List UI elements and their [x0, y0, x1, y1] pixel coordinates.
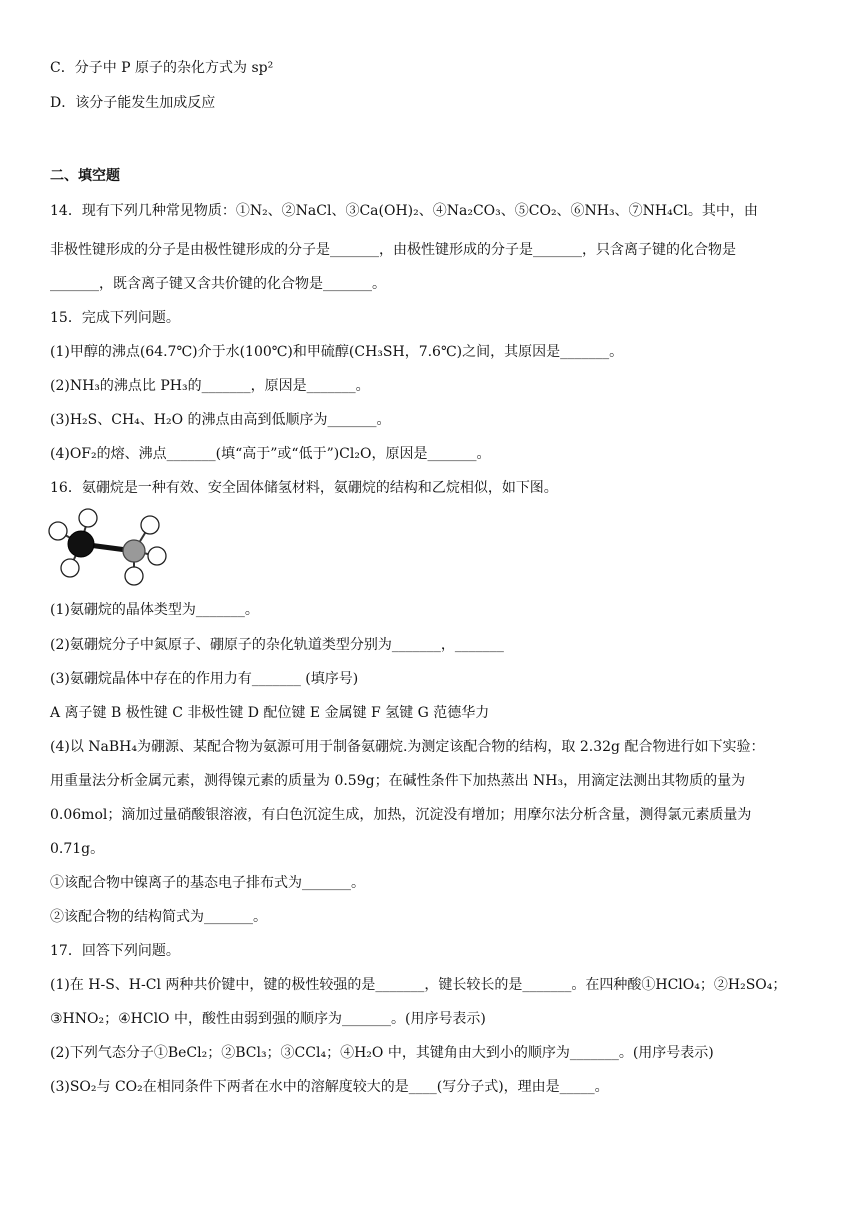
q16-part4-line1: (4)以 NaBH₄为硼源、某配合物为氨源可用于制备氨硼烷.为测定该配合物的结构，取 2.32g 配合物进行如下实验：	[50, 739, 765, 755]
q15-part1: (1)甲醇的沸点(64.7℃)介于水(100℃)和甲硫醇(CH₃SH，7.6℃)之间，其原因是_______。	[50, 344, 624, 360]
q16-options: A 离子键 B 极性键 C 非极性键 D 配位键 E 金属键 F 氢键 G 范德华力	[50, 705, 490, 721]
q17-part3: (3)SO₂与 CO₂在相同条件下两者在水中的溶解度较大的是____(写分子式)，理由是_____。	[50, 1079, 609, 1095]
q15-part4: (4)OF₂的熔、沸点_______(填“高于”或“低于”)Cl₂O，原因是_______。	[50, 446, 491, 462]
section-title: 二、填空题	[50, 168, 120, 184]
q16-part2: (2)氨硼烷分子中氮原子、硼原子的杂化轨道类型分别为_______，_______	[50, 637, 504, 653]
q16-title: 16．氨硼烷是一种有效、安全固体储氢材料，氨硼烷的结构和乙烷相似，如下图。	[50, 480, 558, 496]
q14-line2: 非极性键形成的分子是由极性键形成的分子是_______，由极性键形成的分子是_______，只含离子键的化合物是	[50, 242, 736, 258]
q17-part1-line2: ③HNO₂；④HClO 中，酸性由弱到强的顺序为_______。(用序号表示)	[50, 1011, 486, 1027]
q15-part2: (2)NH₃的沸点比 PH₃的_______，原因是_______。	[50, 378, 370, 394]
q16-part4-sub1: ①该配合物中镍离子的基态电子排布式为_______。	[50, 875, 365, 891]
q17-part2: (2)下列气态分子①BeCl₂；②BCl₃；③CCl₄；④H₂O 中，其键角由大到小的顺序为_______。(用序号表示)	[50, 1045, 714, 1061]
q14-line1: 14．现有下列几种常见物质：①N₂、②NaCl、③Ca(OH)₂、④Na₂CO₃、⑤CO₂、⑥NH₃、⑦NH₄Cl。其中，由	[50, 203, 758, 219]
option-c: C．分子中 P 原子的杂化方式为 sp²	[50, 60, 274, 76]
q14-line3: _______，既含离子键又含共价键的化合物是_______。	[50, 276, 386, 292]
q16-part4-line2: 用重量法分析金属元素，测得镍元素的质量为 0.59g；在碱性条件下加热蒸出 NH₃，用滴定法测出其物质的量为	[50, 773, 746, 789]
ammonia-borane-molecule-figure	[46, 506, 176, 586]
q17-title: 17．回答下列问题。	[50, 943, 180, 959]
q17-part1-line1: (1)在 H-S、H-Cl 两种共价键中，键的极性较强的是_______，键长较长的是_______。在四种酸①HClO₄；②H₂SO₄；	[50, 977, 787, 993]
q16-part4-line4: 0.71g。	[50, 841, 105, 857]
q16-part1: (1)氨硼烷的晶体类型为_______。	[50, 602, 259, 618]
q16-part3: (3)氨硼烷晶体中存在的作用力有_______ (填序号)	[50, 671, 359, 687]
q16-part4-sub2: ②该配合物的结构简式为_______。	[50, 909, 267, 925]
q16-part4-line3: 0.06mol；滴加过量硝酸银溶液，有白色沉淀生成，加热，沉淀没有增加；用摩尔法分析含量，测得氯元素质量为	[50, 807, 752, 823]
q15-title: 15．完成下列问题。	[50, 310, 180, 326]
q15-part3: (3)H₂S、CH₄、H₂O 的沸点由高到低顺序为_______。	[50, 412, 391, 428]
option-d: D．该分子能发生加成反应	[50, 95, 216, 111]
